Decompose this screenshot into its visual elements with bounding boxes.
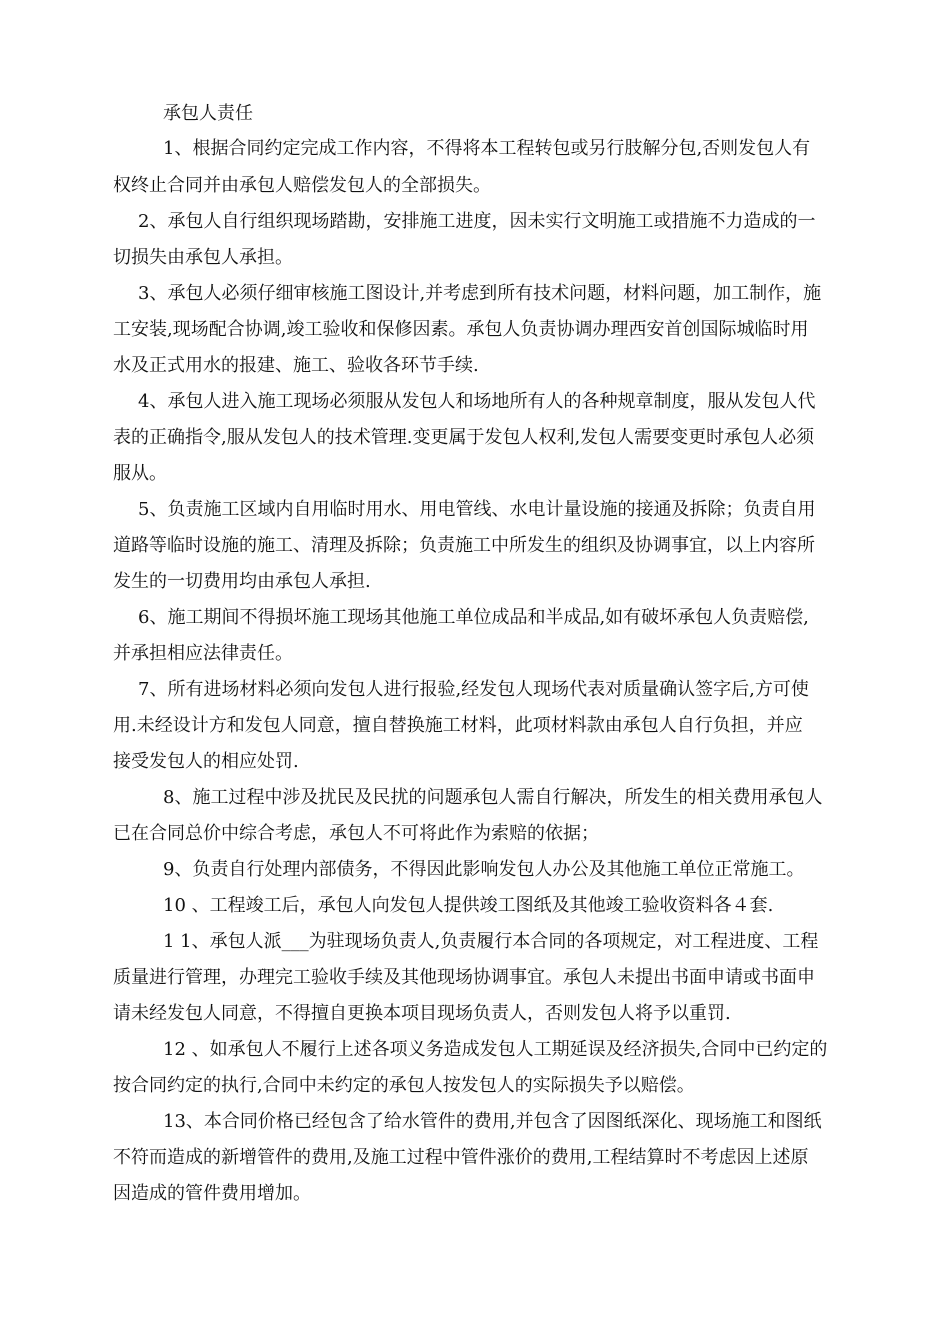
text-line: 水及正式用水的报建、施工、验收各环节手续. bbox=[113, 355, 479, 376]
document-title: 承包人责任 bbox=[163, 103, 253, 124]
text-line: 3、承包人必须仔细审核施工图设计,并考虑到所有技术问题，材料问题，加工制作，施 bbox=[138, 283, 822, 304]
text-line: 2、承包人自行组织现场踏勘，安排施工进度，因未实行文明施工或措施不力造成的一 bbox=[138, 211, 816, 232]
text-line: 1 1、承包人派___为驻现场负责人,负责履行本合同的各项规定，对工程进度、工程 bbox=[163, 931, 819, 952]
text-line: 已在合同总价中综合考虑，承包人不可将此作为索赔的依据； bbox=[113, 823, 599, 844]
text-line: 表的正确指令,服从发包人的技术管理.变更属于发包人权利,发包人需要变更时承包人必须 bbox=[113, 427, 815, 448]
text-line: 12 、如承包人不履行上述各项义务造成发包人工期延误及经济损失,合同中已约定的 bbox=[163, 1039, 828, 1060]
text-line: 接受发包人的相应处罚. bbox=[113, 751, 299, 772]
text-line: 10 、工程竣工后，承包人向发包人提供竣工图纸及其他竣工验收资料各４套. bbox=[163, 895, 774, 916]
text-line: 服从。 bbox=[113, 463, 167, 484]
text-line: 按合同约定的执行,合同中未约定的承包人按发包人的实际损失予以赔偿。 bbox=[113, 1075, 695, 1096]
text-line: 因造成的管件费用增加。 bbox=[113, 1183, 311, 1204]
text-line: 1、根据合同约定完成工作内容，不得将本工程转包或另行肢解分包,否则发包人有 bbox=[163, 138, 811, 159]
text-line: 切损失由承包人承担。 bbox=[113, 247, 293, 268]
text-line: 并承担相应法律责任。 bbox=[113, 643, 293, 664]
text-line: 13、本合同价格已经包含了给水管件的费用,并包含了因图纸深化、现场施工和图纸 bbox=[163, 1111, 822, 1132]
text-line: 6、施工期间不得损坏施工现场其他施工单位成品和半成品,如有破坏承包人负责赔偿, bbox=[138, 607, 809, 628]
text-line: 不符而造成的新增管件的费用,及施工过程中管件涨价的费用,工程结算时不考虑因上述原 bbox=[113, 1147, 809, 1168]
text-line: 9、负责自行处理内部债务，不得因此影响发包人办公及其他施工单位正常施工。 bbox=[163, 859, 805, 880]
text-line: 8、施工过程中涉及扰民及民扰的问题承包人需自行解决，所发生的相关费用承包人 bbox=[163, 787, 823, 808]
text-line: 5、负责施工区域内自用临时用水、用电管线、水电计量设施的接通及拆除；负责自用 bbox=[138, 499, 816, 520]
text-line: 道路等临时设施的施工、清理及拆除；负责施工中所发生的组织及协调事宜，以上内容所 bbox=[113, 535, 815, 556]
text-line: 4、承包人进入施工现场必须服从发包人和场地所有人的各种规章制度，服从发包人代 bbox=[138, 391, 816, 412]
text-line: 权终止合同并由承包人赔偿发包人的全部损失。 bbox=[113, 175, 491, 196]
text-line: 7、所有进场材料必须向发包人进行报验,经发包人现场代表对质量确认签字后,方可使 bbox=[138, 679, 809, 700]
text-line: 工安装,现场配合协调,竣工验收和保修因素。承包人负责协调办理西安首创国际城临时用 bbox=[113, 319, 809, 340]
text-line: 发生的一切费用均由承包人承担. bbox=[113, 571, 371, 592]
text-line: 请未经发包人同意，不得擅自更换本项目现场负责人，否则发包人将予以重罚. bbox=[113, 1003, 731, 1024]
text-line: 用.未经设计方和发包人同意，擅自替换施工材料，此项材料款由承包人自行负担，并应 bbox=[113, 715, 803, 736]
text-line: 质量进行管理，办理完工验收手续及其他现场协调事宜。承包人未提出书面申请或书面申 bbox=[113, 967, 815, 988]
